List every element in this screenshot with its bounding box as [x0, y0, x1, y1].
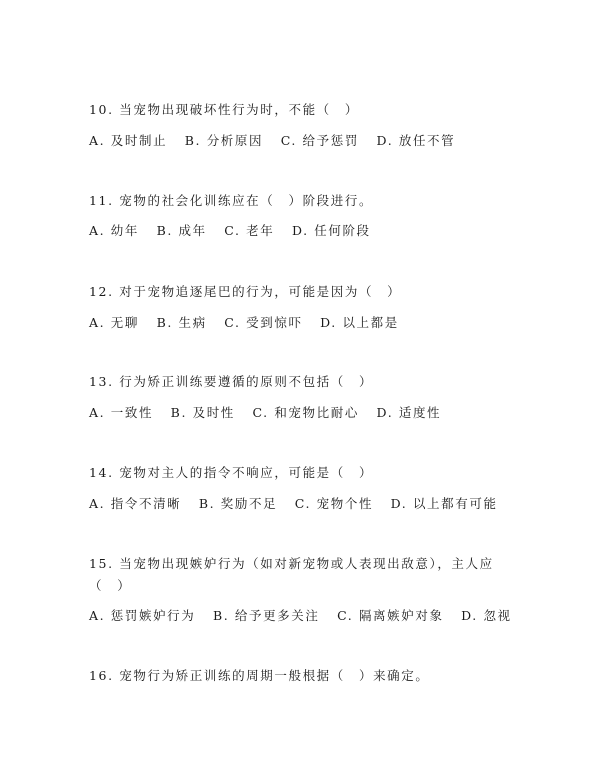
- option-a: A. 幼年: [89, 223, 139, 238]
- question-number: 10.: [89, 102, 114, 117]
- option-d: D. 放任不管: [376, 133, 456, 148]
- option-c: C. 和宠物比耐心: [252, 405, 359, 420]
- option-b: B. 及时性: [170, 405, 235, 420]
- question-text: 行为矫正训练要遵循的原则不包括（ ）: [119, 374, 374, 389]
- question-text: 当宠物出现嫉妒行为（如对新宠物或人表现出敌意），主人应: [119, 556, 494, 571]
- question-14-options: [89, 496, 510, 512]
- option-d: D. 适度性: [376, 405, 442, 420]
- question-15: [89, 556, 494, 572]
- option-c: C. 受到惊吓: [224, 315, 303, 330]
- option-a: A. 无聊: [89, 315, 139, 330]
- option-a: A. 一致性: [89, 405, 154, 420]
- option-d: D. 以上都有可能: [390, 496, 498, 511]
- question-text: 对于宠物追逐尾巴的行为，可能是因为（ ）: [119, 284, 402, 299]
- option-d: D. 任何阶段: [291, 223, 371, 238]
- option-b: B. 成年: [156, 223, 207, 238]
- question-number: 13.: [89, 374, 114, 389]
- question-13: [89, 374, 373, 390]
- option-c: C. 给予惩罚: [280, 133, 359, 148]
- option-b: B. 奖励不足: [198, 496, 278, 511]
- option-d: D. 忽视: [461, 608, 512, 623]
- question-text-cont: （ ）: [89, 578, 132, 593]
- question-text: 宠物对主人的指令不响应，可能是（ ）: [119, 465, 374, 480]
- question-number: 11.: [89, 193, 114, 208]
- question-number: 12.: [89, 284, 114, 299]
- question-14: [89, 465, 373, 481]
- option-c: C. 宠物个性: [294, 496, 374, 511]
- question-10: [89, 102, 359, 118]
- question-13-options: [89, 405, 453, 421]
- option-c: C. 隔离嫉妒对象: [337, 608, 444, 623]
- question-11-options: [89, 223, 383, 239]
- question-12: [89, 284, 401, 300]
- question-text: 宠物的社会化训练应在（ ）阶段进行。: [119, 193, 374, 208]
- option-a: A. 惩罚嫉妒行为: [89, 608, 196, 623]
- question-16: [89, 668, 429, 684]
- question-number: 14.: [89, 465, 114, 480]
- option-b: B. 生病: [156, 315, 207, 330]
- question-15-continuation: [89, 578, 131, 594]
- option-b: B. 给予更多关注: [212, 608, 320, 623]
- question-12-options: [89, 315, 411, 331]
- question-text: 宠物行为矫正训练的周期一般根据（ ）来确定。: [119, 668, 430, 683]
- option-a: A. 指令不清晰: [89, 496, 182, 511]
- option-c: C. 老年: [224, 223, 275, 238]
- question-number: 15.: [89, 556, 114, 571]
- option-b: B. 分析原因: [184, 133, 264, 148]
- question-15-options: [89, 608, 524, 624]
- question-11: [89, 193, 373, 209]
- question-10-options: [89, 133, 467, 149]
- option-a: A. 及时制止: [89, 133, 168, 148]
- option-d: D. 以上都是: [320, 315, 399, 330]
- question-number: 16.: [89, 668, 114, 683]
- question-text: 当宠物出现破坏性行为时，不能（ ）: [119, 102, 359, 117]
